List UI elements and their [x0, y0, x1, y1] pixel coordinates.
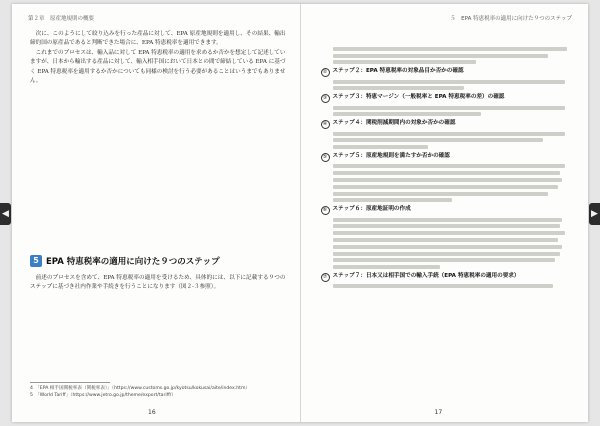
- paragraph: 次に、このようにして絞り込みを行った産品に対して、EPA 原産地規則を適用し、その結果、輸出締約国の原産品であると判断できた場合に、EPA 特恵税率を適用できます。: [30, 31, 286, 47]
- section-title: EPA 特恵税率の適用に向けた９つのステップ: [46, 257, 220, 267]
- step-number-icon: ④: [321, 120, 330, 129]
- right-running-head: ５ EPA 特恵税率の適用に向けた９つのステップ: [450, 16, 572, 22]
- footnote: 5 「World Tariff」（https://www.jetro.go.jp/theme/export/tariff/）: [30, 393, 176, 398]
- step-title: ステップ３：特恵マージン（一般税率と EPA 特恵税率の差）の確認: [332, 94, 505, 101]
- text-block: [333, 132, 573, 150]
- step-number-icon: ⑥: [321, 206, 330, 215]
- step-number-icon: ③: [321, 94, 330, 103]
- step-title: ステップ２：EPA 特恵税率の対象品目か否かの確認: [332, 68, 464, 75]
- step-number-icon: ②: [321, 68, 330, 77]
- step-title: ステップ５：原産地規則を満たすか否かの確認: [332, 153, 450, 160]
- footnotes: [30, 385, 286, 399]
- book-spread: [12, 4, 588, 422]
- step-number-icon: ⑦: [321, 273, 330, 282]
- text-block: [333, 80, 573, 91]
- previous-page-arrow-icon[interactable]: ◀: [0, 203, 11, 225]
- text-block: [333, 218, 573, 270]
- step-list: [321, 44, 573, 291]
- left-running-head: 第２章 原産地規則の概要: [28, 16, 95, 22]
- step-title: ステップ７：日本又は相手国での輸入手続（EPA 特恵税率の適用の要求）: [332, 273, 520, 280]
- section-heading: [30, 254, 220, 268]
- section-body-text: [30, 274, 286, 293]
- footnote-divider: [30, 382, 110, 383]
- page-number: 16: [148, 409, 156, 416]
- step-item: [321, 205, 573, 269]
- page-number: 17: [434, 409, 443, 416]
- step-item: [321, 67, 573, 90]
- left-page: [12, 4, 301, 422]
- step-item: [321, 272, 573, 288]
- text-block: [333, 106, 573, 117]
- step-item: [321, 119, 573, 149]
- paragraph: これまでのプロセスは、輸入品に対して EPA 特恵税率の適用を求めるか否かを想定して記述していますが、日本から輸出する産品に対して、輸入相手国において日本との間で締結している EPA に基づく EPA 特恵税率を適用するか否かについても同様の検討を行う必要があることはいうまでもありません。: [30, 49, 286, 85]
- paragraph: 前述のプロセスを含めて、EPA 特恵税率の適用を受けるため、具体的には、以下に記載する９つのステップに基づき社内作業や手続きを行うことになります（図２-３参照）。: [30, 275, 286, 291]
- text-block: [333, 47, 573, 65]
- text-block: [333, 164, 573, 202]
- step-item: [321, 47, 573, 65]
- next-page-arrow-icon[interactable]: ▶: [589, 203, 600, 225]
- text-block: [333, 284, 573, 288]
- step-item: [321, 93, 573, 116]
- step-title: ステップ４：関税削減期間内の対象か否かの確認: [332, 120, 456, 127]
- right-page: [301, 4, 589, 422]
- step-number-icon: ⑤: [321, 153, 330, 162]
- step-title: ステップ６：原産地証明の作成: [332, 206, 411, 213]
- left-body-text: [30, 30, 286, 86]
- footnote: 4 「EPA 相手国関税率表（関税率表）」（https://www.customs.go.jp/kyotsu/kokusai/aite/index.htm）: [30, 386, 251, 391]
- section-number-badge: 5: [30, 255, 42, 267]
- step-item: [321, 152, 573, 202]
